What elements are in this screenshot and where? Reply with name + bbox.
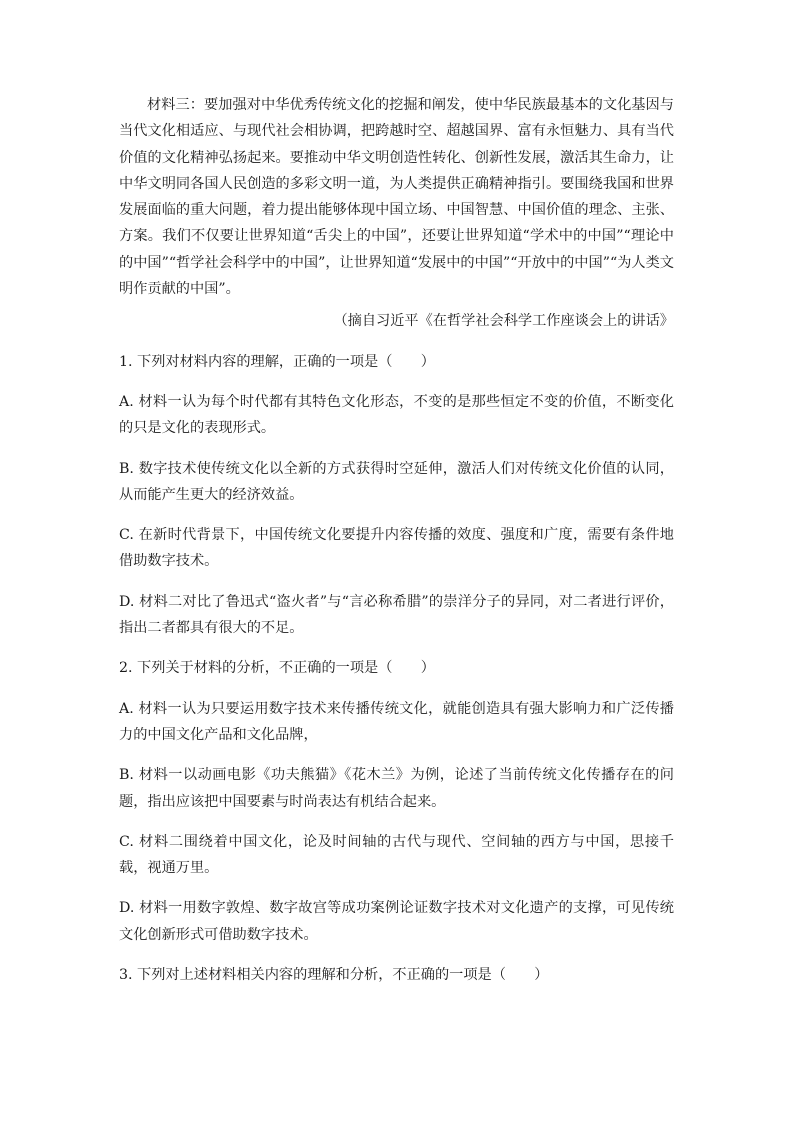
option-d: D. 材料二对比了鲁迅式“盗火者”与“言必称希腊”的崇洋分子的异同，对二者进行评价，指出二者都具有很大的不足。	[119, 593, 674, 637]
material-three-paragraph: 材料三：要加强对中华优秀传统文化的挖掘和阐发，使中华民族最基本的文化基因与当代文化相适应、与现代社会相协调，把跨越时空、超越国界、富有永恒魅力、具有当代价值的文化精神弘扬起来。要推动中华文明创造性转化、创新性发展，激活其生命力，让中华文明同各国人民创造的多彩文明一道，为人类提供正确精神指引。要围绕我国和世界发展面临的重大问题，着力提出能够体现中国立场、中国智慧、中国价值的理念、主张、方案。我们不仅要让世界知道“舌尖上的中国”，还要让世界知道“学术中的中国”“理论中的中国”“哲学社会科学中的中国”，让世界知道“发展中的中国”“开放中的中国”“为人类文明作贡献的中国”。	[119, 97, 674, 298]
option-c: C. 在新时代背景下，中国传统文化要提升内容传播的效度、强度和广度，需要有条件地借助数字技术。	[119, 527, 674, 570]
question-1	[119, 349, 674, 642]
option-c: C. 材料二围绕着中国文化，论及时间轴的古代与现代、空间轴的西方与中国，思接千载，视通万里。	[119, 833, 674, 877]
question-stem: 2. 下列关于材料的分析，不正确的一项是（ ）	[119, 660, 435, 677]
material-source: （摘自习近平《在哲学社会科学工作座谈会上的讲话》	[333, 313, 674, 330]
option-a: A. 材料一认为只要运用数字技术来传播传统文化，就能创造具有强大影响力和广泛传播力的中国文化产品和文化品牌，	[119, 700, 674, 743]
question-3	[119, 962, 674, 988]
option-b: B. 数字技术使传统文化以全新的方式获得时空延伸，激活人们对传统文化价值的认同，从而能产生更大的经济效益。	[119, 460, 674, 503]
question-stem: 1. 下列对材料内容的理解，正确的一项是（ ）	[119, 353, 435, 370]
question-2	[119, 655, 674, 948]
option-b: B. 材料一以动画电影《功夫熊猫》《花木兰》为例，论述了当前传统文化传播存在的问题，指出应该把中国要素与时尚表达有机结合起来。	[119, 767, 674, 810]
document-page	[119, 92, 674, 988]
option-d: D. 材料一用数字敦煌、数字故宫等成功案例论证数字技术对文化遗产的支撑，可见传统文化创新形式可借助数字技术。	[119, 900, 674, 943]
question-stem: 3. 下列对上述材料相关内容的理解和分析，不正确的一项是（ ）	[119, 967, 549, 984]
option-a: A. 材料一认为每个时代都有其特色文化形态，不变的是那些恒定不变的价值，不断变化的只是文化的表现形式。	[119, 393, 674, 437]
